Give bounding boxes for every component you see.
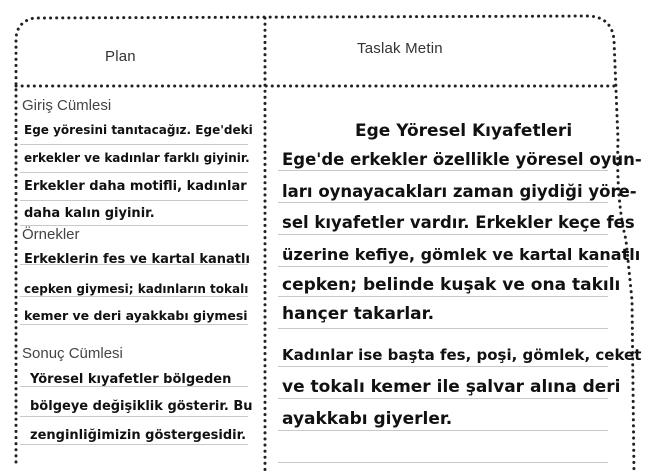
conclusion-label: Sonuç Cümlesi <box>22 345 123 362</box>
examples-label: Örnekler <box>22 226 80 243</box>
examples-line: Erkeklerin fes ve kartal kanatlı <box>24 252 250 267</box>
draft-line <box>278 432 608 463</box>
draft-title: Ege Yöresel Kıyafetleri <box>355 121 573 141</box>
intro-line: erkekler ve kadınlar farklı giyinir. <box>24 151 250 165</box>
conclusion-line: Yöresel kıyafetler bölgeden <box>30 372 232 387</box>
draft-paragraph-line: Kadınlar ise başta fes, poşi, gömlek, ceket <box>282 346 642 364</box>
examples-line: cepken giymesi; kadınların tokalı <box>24 282 249 296</box>
draft-paragraph-line: üzerine kefiye, gömlek ve kartal kanatlı <box>282 245 641 264</box>
draft-paragraph-line: sel kıyafetler vardır. Erkekler keçe fes <box>282 213 635 232</box>
draft-paragraph-line: Ege'de erkekler özellikle yöresel oyun- <box>282 150 642 169</box>
intro-line: Ege yöresini tanıtacağız. Ege'deki <box>24 123 253 137</box>
conclusion-line: bölgeye değişiklik gösterir. Bu <box>30 399 253 414</box>
draft-paragraph-line: ve tokalı kemer ile şalvar alına deri <box>282 377 621 397</box>
draft-paragraph-line: cepken; belinde kuşak ve ona takılı <box>282 275 621 295</box>
draft-paragraph-line: hançer takarlar. <box>282 304 435 324</box>
conclusion-line: zenginliğimizin göstergesidir. <box>30 428 247 443</box>
draft-header: Taslak Metin <box>357 40 443 57</box>
intro-line: Erkekler daha motifli, kadınlar <box>24 179 247 194</box>
draft-paragraph-line: ları oynayacakları zaman giydiği yöre- <box>282 182 637 201</box>
intro-line: daha kalın giyinir. <box>24 206 155 221</box>
intro-label: Giriş Cümlesi <box>22 97 112 114</box>
draft-paragraph-line: ayakkabı giyerler. <box>282 409 453 429</box>
examples-line: kemer ve deri ayakkabı giymesi <box>24 308 248 323</box>
plan-header: Plan <box>105 48 136 65</box>
